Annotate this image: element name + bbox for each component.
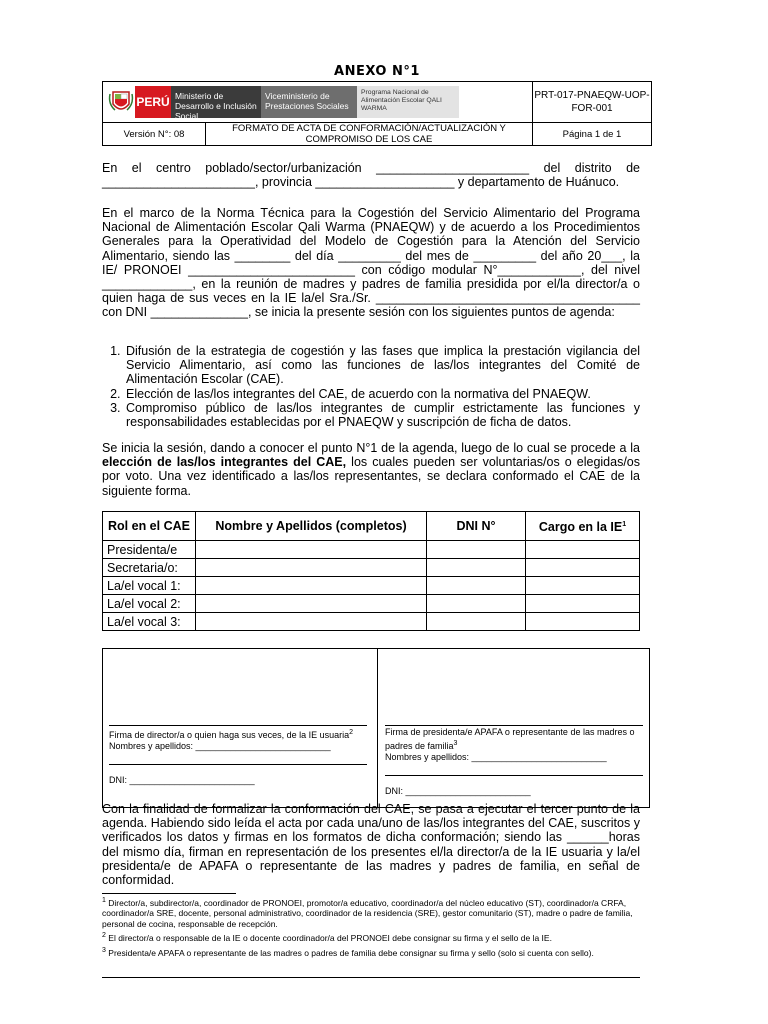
signature-box — [102, 648, 650, 808]
footnote — [102, 931, 642, 943]
director-dni-field: DNI: _________________________ — [109, 775, 255, 785]
director-signature-label — [109, 727, 367, 741]
annex-title: ANEXO N°1 — [334, 64, 420, 79]
closing-paragraph: Con la finalidad de formalizar la conformación del CAE, se pasa a ejecutar el tercer punto de la agenda. Habiendo sido leída el acta por cada una/uno de las/los integrantes del CAE, suscritos y verificados los datos y firmas en los formatos de dicha conformación; siendo las ______horas del mismo día, firman en representación de los presentes el/la director/a de la IE usuaria y la/el presidenta/e de APAFA o representante de las madres y padres de familia, en señal de conformidad. — [102, 802, 640, 888]
cargo-cell[interactable] — [526, 559, 640, 577]
apafa-signature-block[interactable] — [385, 725, 643, 797]
role-cell: Presidenta/e — [103, 541, 196, 559]
name-cell[interactable] — [196, 595, 427, 613]
director-signature-block[interactable] — [109, 725, 367, 786]
apafa-label-text: Firma de presidenta/e APAFA o representante de las madres o padres de familia — [385, 727, 635, 751]
footnote — [102, 896, 642, 929]
footnote-text: El director/a o responsable de la IE o docente coordinador/a del PRONOEI debe consignar su firma y el sello de la IE. — [108, 933, 552, 944]
name-cell[interactable] — [196, 577, 427, 595]
role-cell: La/el vocal 3: — [103, 613, 196, 631]
table-row — [103, 559, 640, 577]
page-number-cell: Página 1 de 1 — [533, 123, 652, 146]
cargo-cell[interactable] — [526, 613, 640, 631]
viceministry-label: Viceministerio de Prestaciones Sociales — [261, 86, 357, 118]
agenda-list — [102, 344, 640, 429]
table-row — [103, 613, 640, 631]
footnote-rule — [102, 893, 236, 894]
dni-cell[interactable] — [427, 577, 526, 595]
version-cell: Versión N°: 08 — [103, 123, 206, 146]
name-line — [109, 764, 367, 765]
header-table — [102, 81, 652, 146]
document-code: PRT-017-PNAEQW-UOP-FOR-001 — [533, 82, 652, 123]
footnote-number: 2 — [102, 932, 106, 940]
dni-cell[interactable] — [427, 613, 526, 631]
col-header-role: Rol en el CAE — [103, 512, 196, 541]
footnote — [102, 946, 642, 958]
intro-paragraph: En el centro poblado/sector/urbanización ______________________ del distrito de ______________________, provincia ____________________ y departamento de Huánuco. — [102, 161, 640, 190]
context-paragraph: En el marco de la Norma Técnica para la Cogestión del Servicio Alimentario del Programa Nacional de Alimentación Escolar Qali Warma (PNAEQW) y de acuerdo a los Procedimientos Generales para la Operatividad del Modelo de Cogestión para la Atención del Servicio Alimentario, siendo las ________ del día _________ del mes de _________ del año 20___, la IE/ PRONOEI ________________________ con código modular N°____________, del nivel _____________, en la reunión de madres y padres de familia presidida por el/la director/a o quien haga de sus veces en la IE la/el Sra./Sr. ______________________________________ con DNI ______________, se inicia la presente sesión con los siguientes puntos de agenda: — [102, 206, 640, 320]
format-title-cell: FORMATO DE ACTA DE CONFORMACIÓN/ACTUALIZACIÓN Y COMPROMISO DE LOS CAE — [206, 123, 533, 146]
name-line — [385, 775, 643, 776]
apafa-dni-field: DNI: _________________________ — [385, 786, 531, 796]
role-cell: Secretaria/o: — [103, 559, 196, 577]
government-logo-band — [107, 86, 528, 121]
apafa-names-field: Nombres y apellidos: ___________________________ — [385, 752, 607, 762]
footnotes — [102, 896, 642, 960]
cargo-cell[interactable] — [526, 541, 640, 559]
dni-cell[interactable] — [427, 559, 526, 577]
cargo-cell[interactable] — [526, 577, 640, 595]
director-label-text: Firma de director/a o quien haga sus veces, de la IE usuaria — [109, 730, 350, 740]
col-header-cargo — [526, 512, 640, 541]
footnote-text: Director/a, subdirector/a, coordinador de PRONOEI, promotor/a educativo, coordinador/a del núcleo educativo (ST), coordinador/a CRFA, coordinador/a SRE, docente, personal administrativo, coordinador de la residencia (SRE), gestor comunitario (ST), madre o padre de familia, personal de cocina, responsable de recepción. — [102, 897, 633, 929]
dni-cell[interactable] — [427, 541, 526, 559]
dni-cell[interactable] — [427, 595, 526, 613]
agenda-item: 2. Elección de las/los integrantes del CAE, de acuerdo con la normativa del PNAEQW. — [124, 387, 640, 401]
cargo-cell[interactable] — [526, 595, 640, 613]
peru-coat-of-arms-icon — [107, 86, 135, 118]
footnote-text: Presidenta/e APAFA o representante de las madres o padres de familia debe consignar su firma y sello (solo si cuenta con sello). — [108, 947, 594, 958]
signature-line — [385, 725, 643, 726]
election-text-before: Se inicia la sesión, dando a conocer el punto N°1 de la agenda, luego de lo cual se procede a la — [102, 441, 640, 455]
name-cell[interactable] — [196, 559, 427, 577]
footnote-ref: 2 — [349, 729, 354, 736]
peru-brand: PERÚ — [135, 86, 171, 118]
ministry-label: Ministerio de Desarrollo e Inclusión Social — [171, 86, 261, 118]
table-row — [103, 541, 640, 559]
logo-cell — [103, 82, 533, 123]
program-label: Programa Nacional de Alimentación Escolar QALI WARMA — [357, 86, 459, 118]
agenda-item: 3. Compromiso público de las/los integrantes de cumplir estrictamente las funciones y responsabilidades establecidas por el PNAEQW y suscripción de ficha de datos. — [124, 401, 640, 429]
bottom-rule — [102, 977, 640, 978]
agenda-item: 1. Difusión de la estrategia de cogestión y las fases que implica la prestación vigilancia del Servicio Alimentario, así como las funciones de las/los integrantes del Comité de Alimentación Escolar (CAE). — [124, 344, 640, 387]
table-header-row — [103, 512, 640, 541]
col-header-dni: DNI N° — [427, 512, 526, 541]
cae-members-table — [102, 511, 640, 631]
table-row — [103, 595, 640, 613]
signature-line — [109, 725, 367, 726]
election-paragraph — [102, 441, 640, 498]
role-cell: La/el vocal 2: — [103, 595, 196, 613]
signature-divider — [377, 649, 378, 807]
footnote-number: 1 — [102, 897, 106, 904]
col-header-name: Nombre y Apellidos (completos) — [196, 512, 427, 541]
table-row — [103, 577, 640, 595]
name-cell[interactable] — [196, 541, 427, 559]
footnote-ref: 3 — [453, 740, 458, 747]
election-text-after: los cuales pueden ser voluntarias/os o elegidas/os por voto. Una vez identificado a las/los representantes, se declara conformado el CAE de la siguiente forma. — [102, 455, 640, 498]
election-text-bold: elección de las/los integrantes del CAE, — [102, 455, 347, 470]
role-cell: La/el vocal 1: — [103, 577, 196, 595]
director-names-field: Nombres y apellidos: ___________________________ — [109, 741, 331, 751]
col-header-cargo-label: Cargo en la IE — [538, 520, 623, 535]
name-cell[interactable] — [196, 613, 427, 631]
footnote-number: 3 — [102, 946, 106, 954]
apafa-signature-label — [385, 727, 643, 752]
footnote-ref: 1 — [622, 520, 627, 528]
